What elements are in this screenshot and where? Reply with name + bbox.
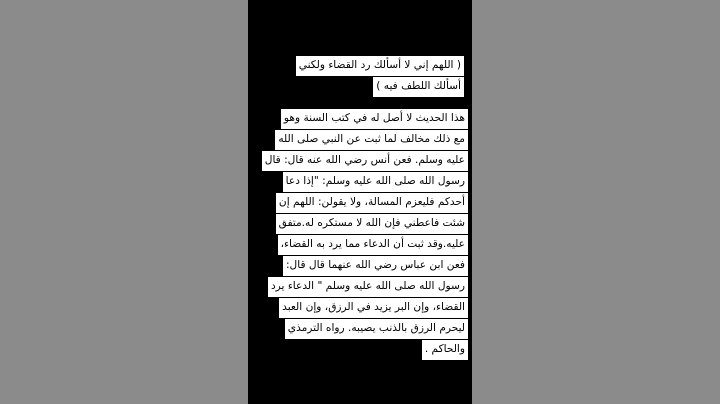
body-line: مع ذلك مخالف لما ثبت عن النبي صلى الله — [252, 130, 468, 151]
body-line: فعن ابن عباس رضي الله عنهما قال قال: — [252, 256, 468, 277]
right-gray-margin — [472, 0, 720, 404]
title-line: أسألك اللطف فيه ) — [254, 77, 464, 98]
body-line: عليه وسلم. فعن أنس رضي الله عنه قال: قال — [252, 151, 468, 172]
body-line: هذا الحديث لا أصل له في كتب السنة وهو — [252, 109, 468, 130]
body-line: والحاكم . — [252, 340, 468, 361]
black-video-frame — [248, 0, 472, 404]
body-line: شئت فاعطني فإن الله لا مستكره له.متفق — [252, 214, 468, 235]
title-line: ( اللهم إني لا أسألك رد القضاء ولكني — [254, 56, 464, 77]
hadith-explanation — [252, 109, 468, 361]
hadith-title — [254, 56, 464, 98]
left-gray-margin — [0, 0, 248, 404]
body-line: عليه.وقد ثبت أن الدعاء مما يرد به القضاء، — [252, 235, 468, 256]
body-line: رسول الله صلى الله عليه وسلم: "إذا دعا — [252, 172, 468, 193]
body-line: ليحرم الرزق بالذنب يصيبه. رواه الترمذي — [252, 319, 468, 340]
body-line: رسول الله صلى الله عليه وسلم " الدعاء يرد — [252, 277, 468, 298]
body-line: أحدكم فليعزم المسالة، ولا يقولن: اللهم إن — [252, 193, 468, 214]
body-line: القضاء، وإن البر يزيد في الرزق، وإن العبد — [252, 298, 468, 319]
